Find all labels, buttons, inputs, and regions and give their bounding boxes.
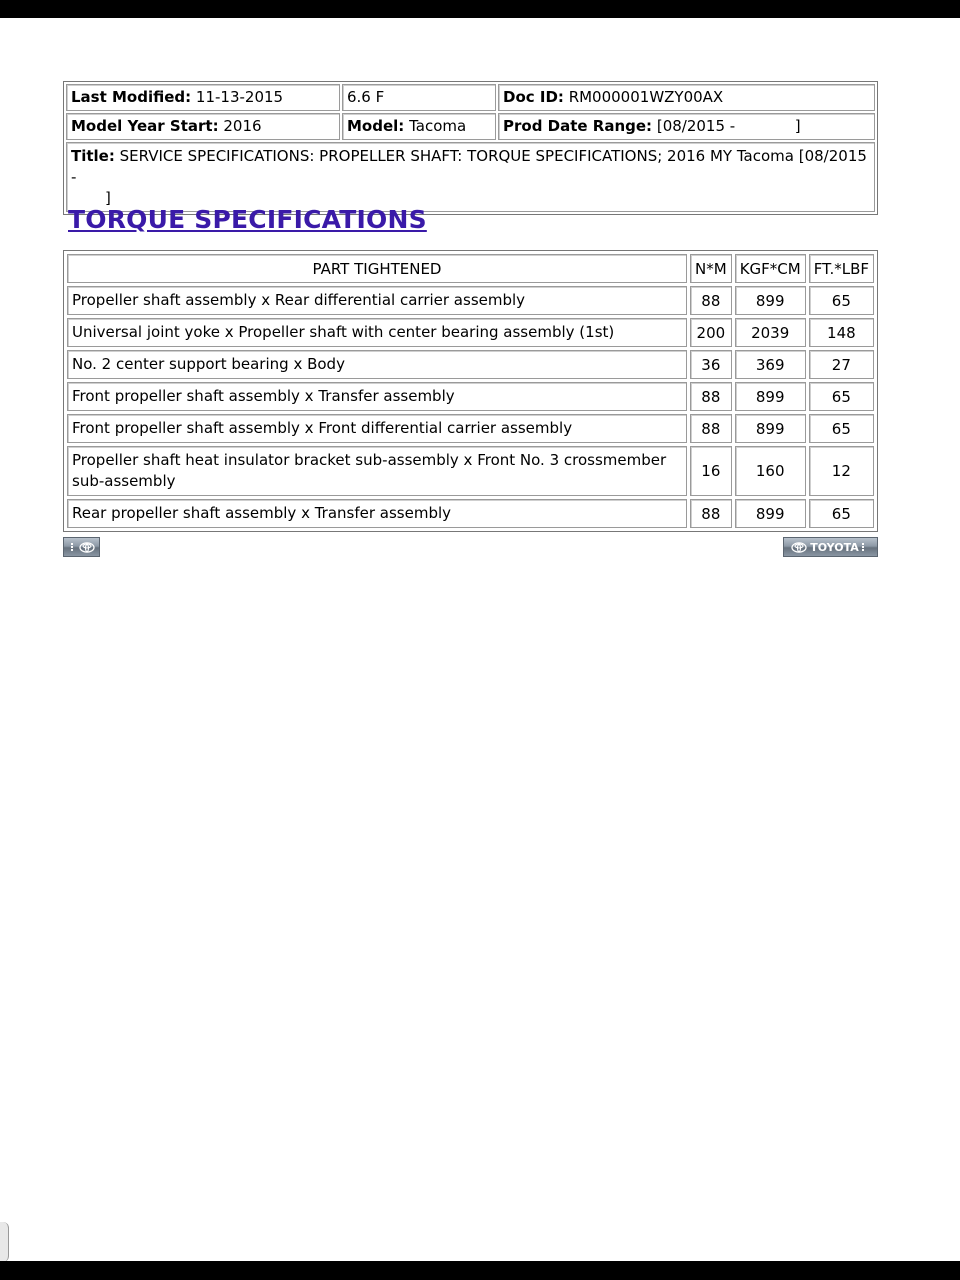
ftlbf-cell: 65 [809,286,874,315]
title-label: Title: [71,147,115,165]
toyota-label: TOYOTA [810,540,859,554]
doc-id-label: Doc ID: [503,88,564,106]
part-cell: Front propeller shaft assembly x Front differential carrier assembly [67,414,687,443]
table-row [67,446,874,496]
part-cell: Universal joint yoke x Propeller shaft with center bearing assembly (1st) [67,318,687,347]
prod-date-value: [08/2015 - [656,117,736,135]
prod-date-close: ] [794,117,801,135]
last-modified-label: Last Modified: [71,88,192,106]
table-row [67,350,874,379]
ftlbf-cell: 65 [809,414,874,443]
model-year-value: 2016 [223,117,262,135]
part-cell: Front propeller shaft assembly x Transfer assembly [67,382,687,411]
nm-cell: 16 [690,446,732,496]
title-close: ] [105,189,111,207]
model-label: Model: [347,117,405,135]
kgfcm-cell: 369 [735,350,806,379]
kgfcm-cell: 160 [735,446,806,496]
bottom-bar [0,1261,960,1280]
table-row [67,382,874,411]
table-header-row [67,254,874,283]
prod-date-label: Prod Date Range: [503,117,653,135]
version-cell [342,84,496,111]
toyota-emblem-icon [791,542,807,553]
nm-cell: 200 [690,318,732,347]
kgfcm-cell: 899 [735,499,806,528]
title-value: SERVICE SPECIFICATIONS: PROPELLER SHAFT: TORQUE SPECIFICATIONS; 2016 MY Tacoma [08/2015 - [71,147,867,186]
toyota-emblem-icon [79,542,95,553]
column-header-part: PART TIGHTENED [67,254,687,283]
part-cell: Propeller shaft heat insulator bracket sub-assembly x Front No. 3 crossmember sub-assembly [67,446,687,496]
document-info-table [63,81,878,215]
nm-cell: 88 [690,286,732,315]
nm-cell: 88 [690,382,732,411]
ftlbf-cell: 148 [809,318,874,347]
table-row [67,499,874,528]
nm-cell: 88 [690,499,732,528]
nm-cell: 88 [690,414,732,443]
column-header-kgfcm: KGF*CM [735,254,806,283]
nm-cell: 36 [690,350,732,379]
column-header-nm: N*M [690,254,732,283]
doc-id-cell [498,84,875,111]
model-year-label: Model Year Start: [71,117,219,135]
last-modified-cell [66,84,340,111]
part-cell: Rear propeller shaft assembly x Transfer assembly [67,499,687,528]
ftlbf-cell: 65 [809,499,874,528]
kgfcm-cell: 2039 [735,318,806,347]
last-modified-value: 11-13-2015 [195,88,284,106]
title-cell [66,142,875,212]
kgfcm-cell: 899 [735,286,806,315]
model-year-cell [66,113,340,140]
column-header-ftlbf: FT.*LBF [809,254,874,283]
ftlbf-cell: 12 [809,446,874,496]
toyota-home-button[interactable] [783,537,878,557]
kgfcm-cell: 899 [735,414,806,443]
kgfcm-cell: 899 [735,382,806,411]
part-cell: Propeller shaft assembly x Rear differential carrier assembly [67,286,687,315]
ftlbf-cell: 65 [809,382,874,411]
toyota-emblem-button[interactable] [63,537,100,557]
part-cell: No. 2 center support bearing x Body [67,350,687,379]
ftlbf-cell: 27 [809,350,874,379]
top-bar [0,0,960,18]
model-value: Tacoma [409,117,467,135]
version-value: 6.6 F [347,88,385,106]
table-row [67,286,874,315]
prod-date-cell [498,113,875,140]
doc-id-value: RM000001WZY00AX [568,88,724,106]
model-cell [342,113,496,140]
page-heading[interactable]: TORQUE SPECIFICATIONS [68,205,427,234]
table-row [67,318,874,347]
table-row [67,414,874,443]
torque-spec-table [63,250,878,532]
scroll-handle[interactable] [0,1222,9,1262]
